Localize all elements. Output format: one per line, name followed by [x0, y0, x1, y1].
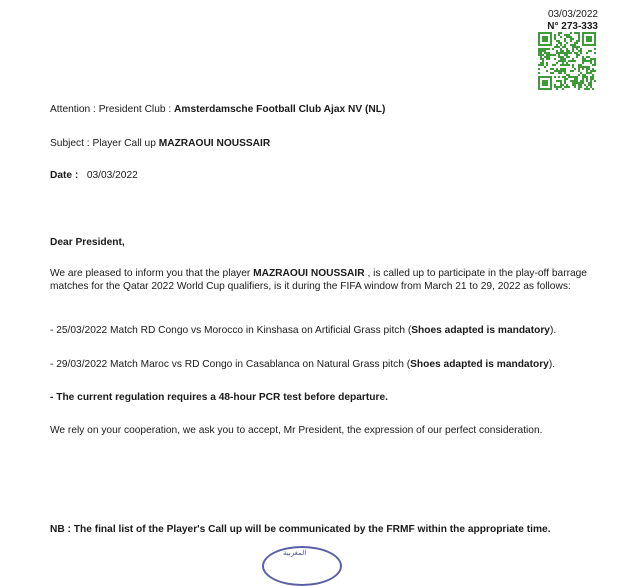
- match-line-1: [50, 325, 556, 336]
- qr-code-icon: [538, 32, 596, 90]
- subject-player-name: MAZRAOUI NOUSSAIR: [158, 138, 271, 149]
- regulation-line: [50, 392, 388, 403]
- closing-text: We rely on your cooperation, we ask you to accept, Mr President, the expression of our perfect consideration.: [50, 425, 543, 436]
- club-name: Amsterdamsche Football Club Ajax NV (NL): [174, 104, 386, 115]
- match2-text: - 29/03/2022 Match Maroc vs RD Congo in Casablanca on Natural Grass pitch (: [50, 359, 411, 370]
- greeting: [50, 237, 125, 248]
- regulation-text: - The current regulation requires a 48-hour PCR test before departure.: [50, 392, 388, 403]
- greeting-text: Dear President,: [50, 237, 125, 248]
- date-line: [50, 170, 138, 181]
- header-date: 03/03/2022: [547, 9, 598, 20]
- subject-line: [50, 138, 270, 149]
- seal-text: المغربية: [283, 550, 307, 557]
- subject-prefix: Subject : Player Call up: [50, 138, 159, 149]
- match2-end: ).: [548, 359, 556, 370]
- intro-paragraph: [50, 268, 600, 293]
- match2-shoes-note: Shoes adapted is mandatory: [410, 359, 549, 370]
- nb-line: [50, 524, 551, 535]
- attention-line: [50, 104, 385, 115]
- intro-part1: We are pleased to inform you that the player: [50, 268, 254, 279]
- reference-number: N° 273-333: [547, 21, 598, 32]
- attention-prefix: Attention : President Club :: [50, 104, 175, 115]
- intro-part2: , is called up to participate in the play-off barrage matches for the Qatar 2022 World Cup qualifiers, is it during the FIFA window from March 21 to 29, 2022 as follows:: [50, 268, 587, 292]
- closing-line: [50, 425, 542, 436]
- match1-text: - 25/03/2022 Match RD Congo vs Morocco in Kinshasa on Artificial Grass pitch (: [50, 325, 412, 336]
- intro-player-name: MAZRAOUI NOUSSAIR: [253, 268, 365, 279]
- match1-shoes-note: Shoes adapted is mandatory: [411, 325, 550, 336]
- letter-header: [547, 9, 598, 33]
- nb-text: NB : The final list of the Player's Call up will be communicated by the FRMF within the appropriate time.: [50, 524, 551, 535]
- match-line-2: [50, 359, 555, 370]
- date-value: 03/03/2022: [86, 170, 138, 181]
- date-label: Date :: [50, 170, 79, 181]
- match1-end: ).: [549, 325, 557, 336]
